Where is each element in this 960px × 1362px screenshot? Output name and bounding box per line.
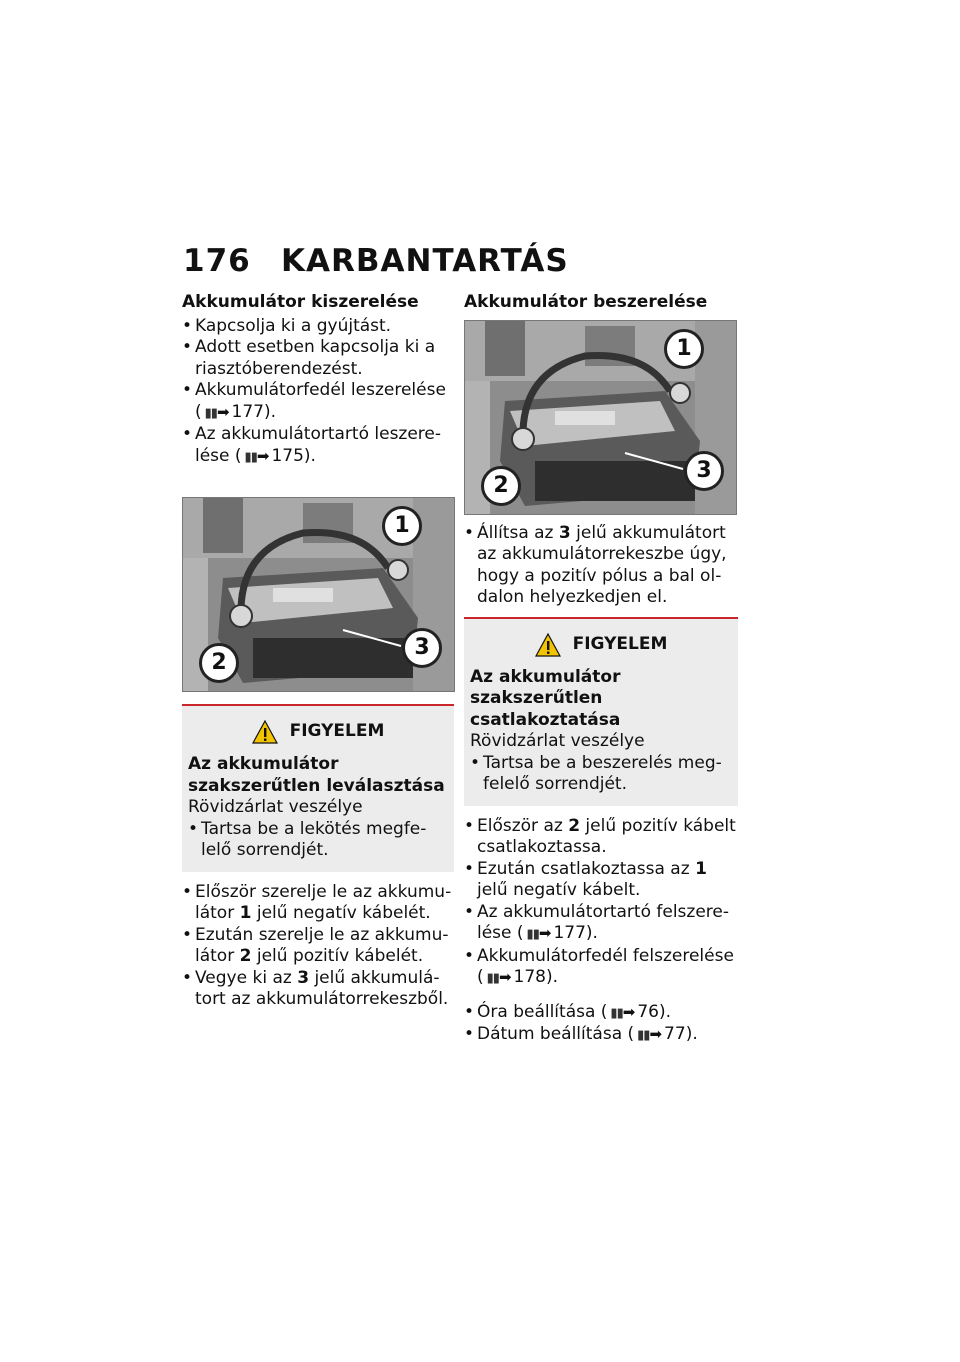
list-item: • Ezután szerelje le az akkumulátor 2 jelű pozitív kábelét. (182, 925, 454, 968)
list-item: • Dátum beállítása ( ▮▮➡ 77). (464, 1024, 738, 1047)
page-ref-link[interactable]: 175 (271, 445, 304, 466)
warning-label: FIGYELEM (289, 721, 385, 742)
installation-steps-c (464, 1002, 738, 1047)
left-column (182, 292, 454, 1011)
page-ref-link[interactable]: 77 (664, 1024, 686, 1044)
callout-1: 1 (382, 506, 422, 546)
arrow-right-icon: ▮▮➡ (486, 968, 511, 986)
list-item: • Először az 2 jelű pozitív kábelt csatlakoztassa. (464, 816, 738, 859)
list-item: • Óra beállítása ( ▮▮➡ 76). (464, 1002, 738, 1025)
warning-label: FIGYELEM (572, 633, 668, 654)
page-ref-link[interactable]: 177 (231, 401, 264, 422)
removal-steps-b (182, 882, 454, 1011)
warning-box (464, 617, 738, 806)
arrow-right-icon: ▮▮➡ (637, 1025, 662, 1043)
removal-steps-a (182, 316, 454, 469)
warning-items (470, 753, 732, 796)
installation-steps-a (464, 523, 738, 609)
warning-subtitle: Rövidzárlat veszélye (470, 731, 645, 751)
warning-triangle-icon (252, 720, 278, 744)
callout-2: 2 (481, 466, 521, 506)
page-number: 176 (183, 243, 251, 279)
page-ref-link[interactable]: 76 (637, 1001, 659, 1022)
installation-steps-b (464, 816, 738, 990)
arrow-right-icon: ▮▮➡ (526, 924, 551, 942)
callout-1: 1 (664, 329, 704, 369)
battery-photo-installation (464, 320, 737, 515)
warning-items (188, 819, 448, 862)
arrow-right-icon: ▮▮➡ (610, 1002, 635, 1021)
battery-photo-removal (182, 497, 455, 692)
list-item: • Ezután csatlakoztassa az 1 jelű negatív kábelt. (464, 859, 738, 902)
list-item: • Az akkumulátortartó felszerelése ( ▮▮➡ 177). (464, 902, 738, 946)
list-item: • Állítsa az 3 jelű akkumulátort az akkumulátorrekeszbe úgy, hogy a pozitív pólus a bal oldalon helyezkedjen el. (464, 523, 738, 609)
callout-2: 2 (199, 643, 239, 683)
page-ref-link[interactable]: 177 (553, 923, 586, 943)
right-column (464, 292, 738, 1047)
callout-3: 3 (402, 628, 442, 668)
warning-box (182, 704, 454, 872)
list-item: • Először szerelje le az akkumulátor 1 jelű negatív kábelét. (182, 882, 454, 925)
list-item: • Tartsa be a lekötés megfelelő sorrendjét. (188, 819, 448, 862)
callout-3: 3 (684, 451, 724, 491)
warning-header (188, 720, 448, 744)
removal-heading: Akkumulátor kiszerelése (182, 292, 419, 312)
warning-title: Az akkumulátor szakszerűtlen leválasztása (188, 754, 445, 796)
list-item: • Adott esetben kapcsolja ki a riasztóberendezést. (182, 337, 454, 380)
warning-header (470, 633, 732, 657)
warning-triangle-icon (535, 633, 561, 657)
list-item: • Kapcsolja ki a gyújtást. (182, 316, 454, 338)
page-header (183, 243, 569, 279)
list-item: • Vegye ki az 3 jelű akkumulátort az akkumulátorrekeszből. (182, 968, 454, 1011)
list-item: • Akkumulátorfedél leszerelése ( ▮▮➡ 177). (182, 380, 454, 424)
section-title: KARBANTARTÁS (281, 243, 569, 279)
list-item: • Az akkumulátortartó leszerelése ( ▮▮➡ 175). (182, 424, 454, 468)
page-ref-link[interactable]: 178 (513, 967, 546, 987)
list-item: • Akkumulátorfedél felszerelése ( ▮▮➡ 178). (464, 946, 738, 990)
arrow-right-icon: ▮▮➡ (204, 402, 229, 421)
list-item: • Tartsa be a beszerelés megfelelő sorrendjét. (470, 753, 732, 796)
installation-heading: Akkumulátor beszerelése (464, 292, 708, 312)
arrow-right-icon: ▮▮➡ (244, 446, 269, 465)
warning-title: Az akkumulátor szakszerűtlen csatlakoztatása (470, 666, 621, 730)
warning-subtitle: Rövidzárlat veszélye (188, 797, 363, 817)
